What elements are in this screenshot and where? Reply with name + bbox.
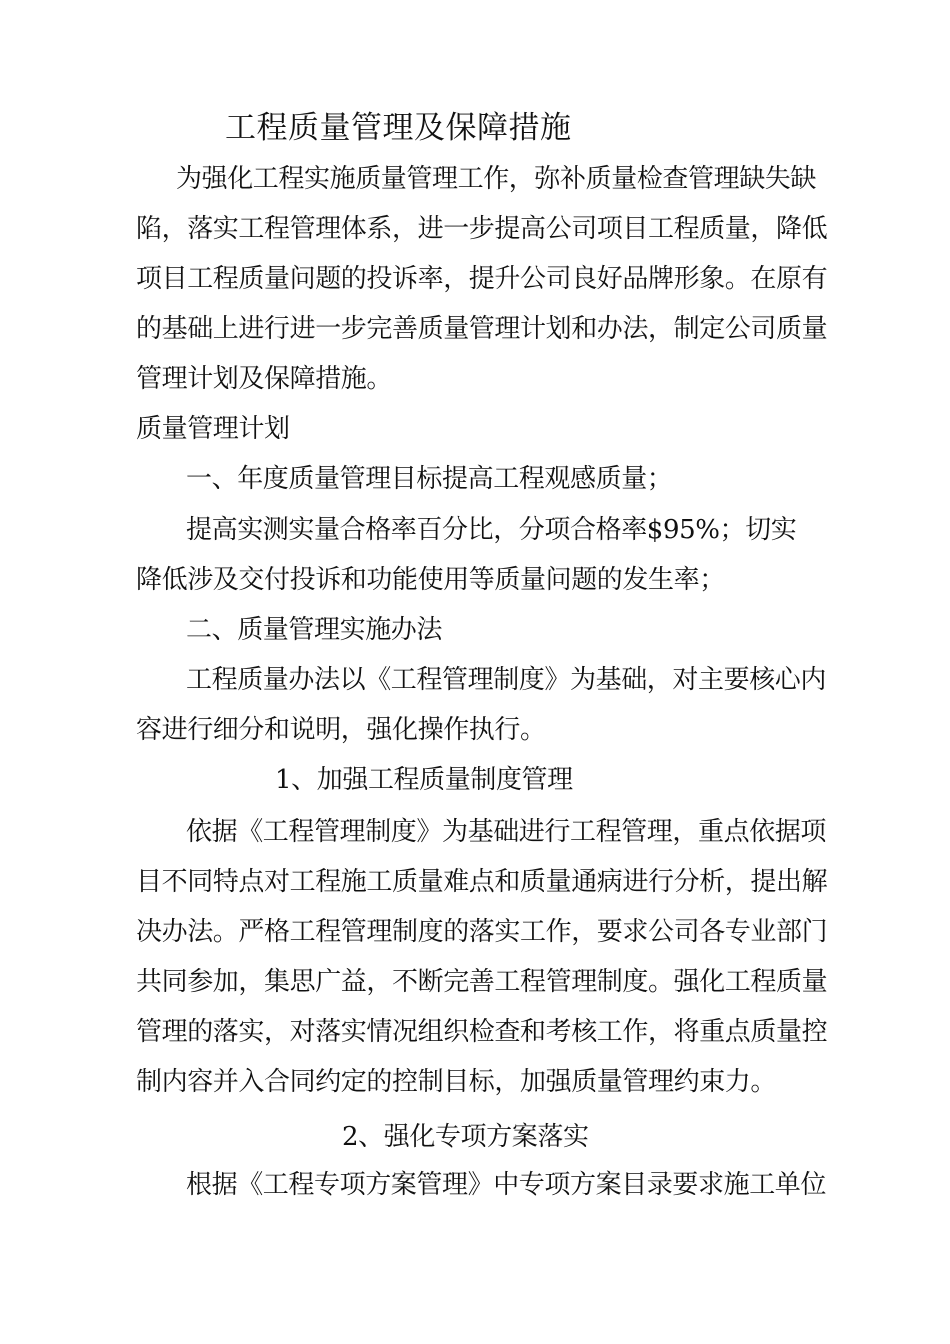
paragraph-line: 管理的落实，对落实情况组织检查和考核工作，将重点质量控 [136, 1017, 828, 1047]
document-title: 工程质量管理及保障措施 [225, 110, 572, 146]
paragraph-line: 项目工程质量问题的投诉率，提升公司良好品牌形象。在原有 [136, 264, 828, 294]
paragraph-line: 容进行细分和说明，强化操作执行。 [136, 715, 546, 745]
paragraph-line: 工程质量办法以《工程管理制度》为基础，对主要核心内 [186, 665, 827, 695]
paragraph-line: 共同参加，集思广益，不断完善工程管理制度。强化工程质量 [136, 967, 828, 997]
subsection-heading: 一、年度质量管理目标提高工程观感质量； [186, 464, 673, 494]
paragraph-line: 目不同特点对工程施工质量难点和质量通病进行分析，提出解 [136, 867, 828, 897]
paragraph-line: 为强化工程实施质量管理工作，弥补质量检查管理缺失缺 [176, 164, 817, 194]
paragraph-line: 决办法。严格工程管理制度的落实工作，要求公司各专业部门 [136, 917, 828, 947]
paragraph-line: 陷，落实工程管理体系，进一步提高公司项目工程质量，降低 [136, 214, 828, 244]
subsection-heading: 二、质量管理实施办法 [186, 615, 443, 645]
paragraph-line: 的基础上进行进一步完善质量管理计划和办法，制定公司质量 [136, 314, 828, 344]
section-heading: 质量管理计划 [136, 414, 290, 444]
paragraph-line: 根据《工程专项方案管理》中专项方案目录要求施工单位 [186, 1170, 827, 1200]
paragraph-line: 依据《工程管理制度》为基础进行工程管理，重点依据项 [186, 817, 827, 847]
paragraph-line: 管理计划及保障措施。 [136, 364, 393, 394]
item-heading: 1、加强工程质量制度管理 [275, 765, 573, 795]
paragraph-line: 降低涉及交付投诉和功能使用等质量问题的发生率； [136, 565, 725, 595]
paragraph-line: 提高实测实量合格率百分比，分项合格率$95%；切实 [186, 515, 797, 545]
item-heading: 2、强化专项方案落实 [342, 1122, 589, 1152]
paragraph-line: 制内容并入合同约定的控制目标，加强质量管理约束力。 [136, 1067, 777, 1097]
